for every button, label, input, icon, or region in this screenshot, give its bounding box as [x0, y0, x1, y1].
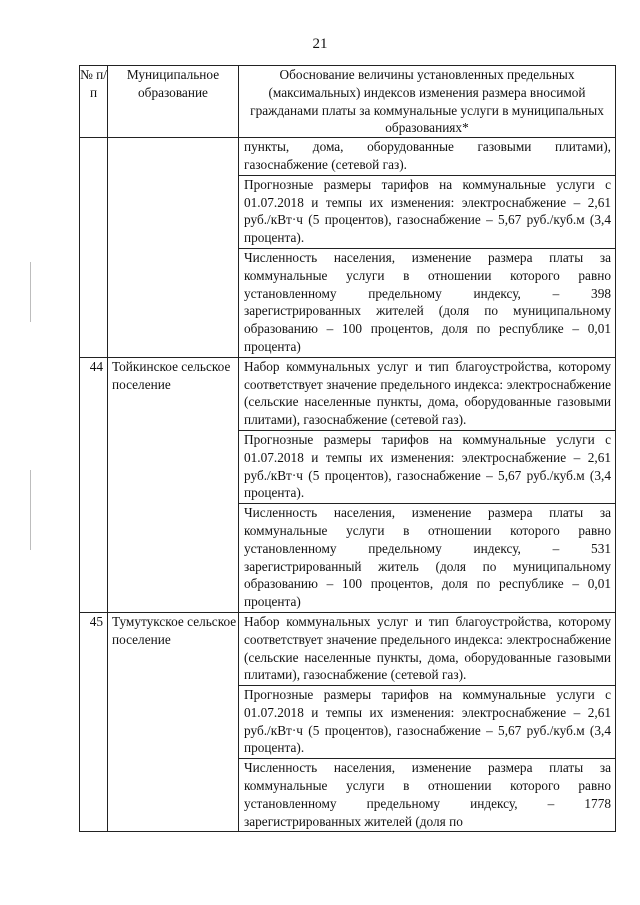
population-paragraph: Численность населения, изменение размера платы за коммунальные услуги в отношении которого равно установленному предельному индексу, – 531 зарегистрированный житель (доля по муниципальному образованию – 100 процентов, доля по республике – 0,01 процента)	[244, 505, 611, 610]
row-number: 44	[80, 357, 108, 612]
municipality-name: Тойкинское сельское поселение	[108, 357, 239, 612]
services-paragraph: Набор коммунальных услуг и тип благоустройства, которому соответствует значение предельного индекса: электроснабжение (сельские населенные пункты, дома, оборудованные газовыми плитами), газоснабжение (сетевой газ).	[239, 613, 615, 686]
municipality-name: Тумутукское сельское поселение	[108, 612, 239, 832]
header-justification: Обоснование величины установленных предельных (максимальных) индексов изменения размера вносимой гражданами платы за коммунальные услуги в муниципальных образованиях*	[239, 66, 616, 138]
table-row	[80, 138, 616, 358]
population-paragraph: Численность населения, изменение размера платы за коммунальные услуги в отношении которого равно установленному предельному индексу, – 398 зарегистрированных жителей (доля по муниципальному образованию – 100 процентов, доля по республике – 0,01 процента)	[244, 249, 611, 354]
population-paragraph: Численность населения, изменение размера платы за коммунальные услуги в отношении которого равно установленному предельному индексу, – 1778 зарегистрированных жителей (доля по	[244, 760, 611, 829]
tariffs-paragraph: Прогнозные размеры тарифов на коммунальные услуги с 01.07.2018 и темпы их изменения: электроснабжение – 2,61 руб./кВт·ч (5 процентов), газоснабжение – 5,67 руб./куб.м (3,4 процента).	[239, 176, 615, 249]
tariffs-paragraph: Прогнозные размеры тарифов на коммунальные услуги с 01.07.2018 и темпы их изменения: электроснабжение – 2,61 руб./кВт·ч (5 процентов), газоснабжение – 5,67 руб./куб.м (3,4 процента).	[239, 431, 615, 504]
row-number	[80, 138, 108, 358]
tariff-table	[79, 65, 616, 832]
page-number: 21	[312, 36, 328, 52]
table-row	[80, 612, 616, 832]
header-municipality: Муниципальное образование	[108, 66, 239, 138]
table-row	[80, 357, 616, 612]
scan-edge-mark	[30, 470, 31, 550]
table-header-row	[80, 66, 616, 138]
justification-cell	[239, 357, 616, 612]
row-number: 45	[80, 612, 108, 832]
justification-cell	[239, 612, 616, 832]
services-paragraph: Набор коммунальных услуг и тип благоустройства, которому соответствует значение предельного индекса: электроснабжение (сельские населенные пункты, дома, оборудованные газовыми плитами), газоснабжение (сетевой газ).	[239, 358, 615, 431]
scan-edge-mark	[30, 262, 31, 322]
justification-cell	[239, 138, 616, 358]
municipality-name	[108, 138, 239, 358]
header-num: № п/п	[80, 66, 108, 138]
tariffs-paragraph: Прогнозные размеры тарифов на коммунальные услуги с 01.07.2018 и темпы их изменения: электроснабжение – 2,61 руб./кВт·ч (5 процентов), газоснабжение – 5,67 руб./куб.м (3,4 процента).	[239, 686, 615, 759]
services-paragraph: пункты, дома, оборудованные газовыми плитами), газоснабжение (сетевой газ).	[239, 138, 615, 176]
